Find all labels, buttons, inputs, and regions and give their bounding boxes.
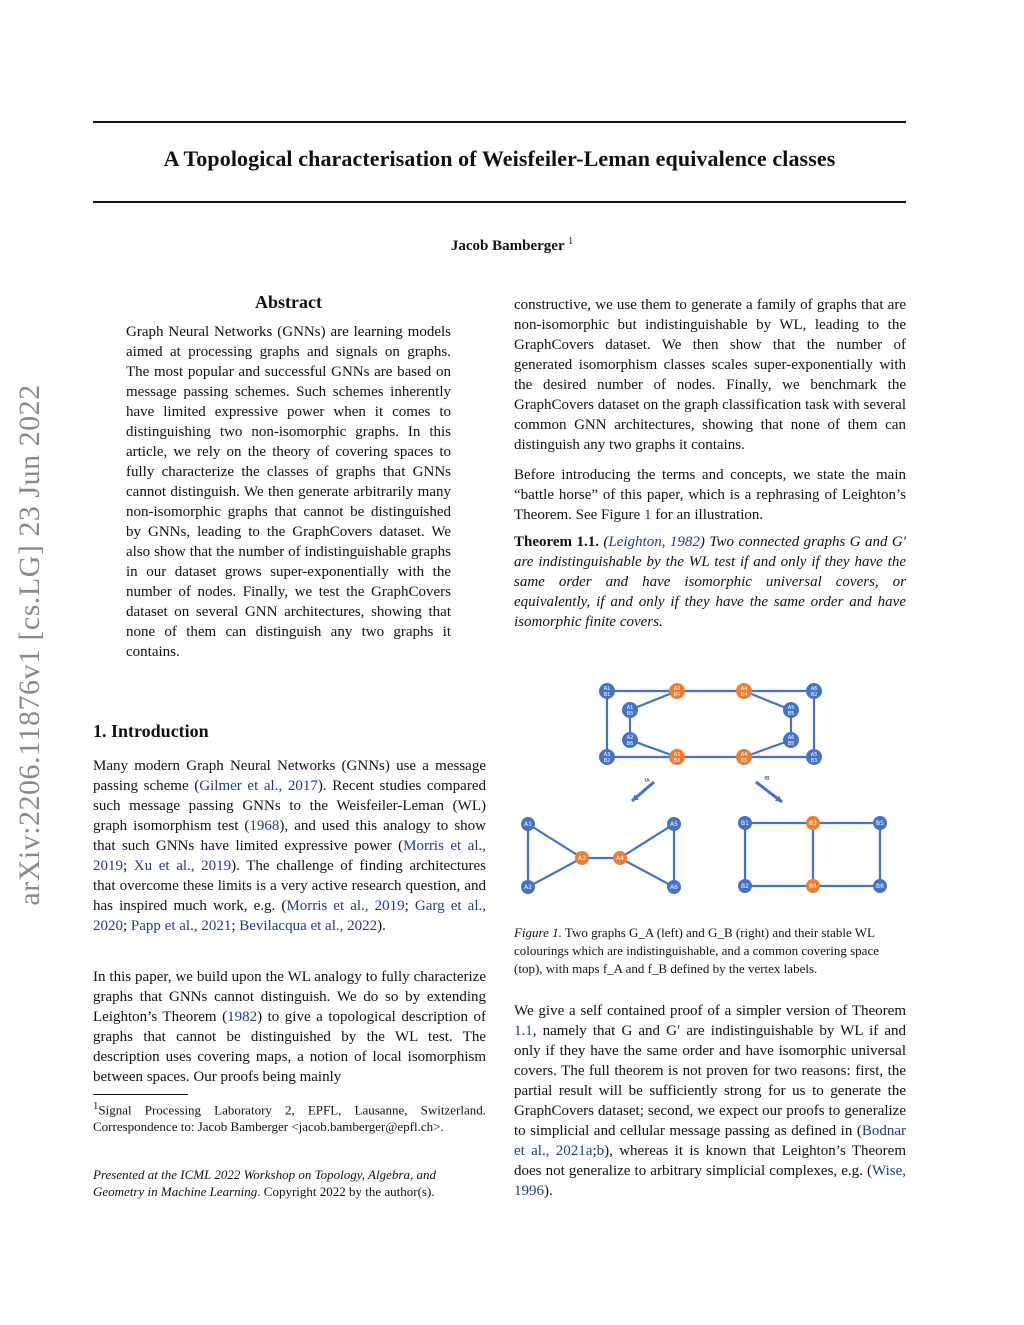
- text-span: ;: [404, 898, 415, 914]
- abstract-heading: Abstract: [255, 292, 322, 312]
- text-span: (: [603, 534, 609, 550]
- ga-node-label: A2: [524, 884, 532, 891]
- cover-node-label: B4: [740, 692, 748, 698]
- cover-node-label: A6: [787, 735, 795, 741]
- cover-node-label: B5: [740, 758, 748, 764]
- text-span: ) to give a topological description of graphs that cannot be distinguished by the WL test. The description uses covering maps, a notion of local isomorphism between spaces. Our proofs being mainly: [93, 1009, 486, 1085]
- gb-node-label: B5: [876, 820, 884, 827]
- gb-node-label: B2: [741, 883, 749, 890]
- ga-edge: [528, 824, 582, 858]
- citation-link[interactable]: Gilmer et al., 2017: [199, 778, 318, 794]
- right-paragraph-1: constructive, we use them to generate a family of graphs that are non-isomorphic but indistinguishable by WL, leading to the GraphCovers dataset. We then show that the number of generated isomorphism classes scales super-exponentially with the desired number of nodes. Finally, we benchmark the GraphCovers dataset on the graph classification task with several common GNN architectures, showing that none of them can distinguish any two graphs it contains.: [514, 297, 906, 453]
- text-span: for an illustration.: [651, 507, 764, 523]
- footnote: [93, 1098, 486, 1135]
- intro-paragraph-1: [93, 756, 486, 936]
- caption-label: Figure 1.: [514, 925, 562, 940]
- citation-link[interactable]: Papp et al., 2021: [130, 918, 232, 934]
- text-span: Many modern Graph Neural Networks (GNNs) use a message passing scheme (: [93, 758, 486, 794]
- map-fa-label: fA: [644, 778, 650, 784]
- cover-node-label: A3: [603, 752, 611, 758]
- map-fb-label: fB: [764, 776, 770, 782]
- ga-edge: [528, 858, 582, 887]
- gb-node-label: B3: [809, 820, 817, 827]
- theorem-1-1: [514, 532, 906, 632]
- figure-caption: [514, 924, 906, 978]
- ga-edge: [620, 858, 674, 887]
- author-line: [0, 236, 1024, 255]
- citation-link[interactable]: Garg et al., 2020: [93, 898, 486, 934]
- text-span: ), whereas it is known that Leighton’s Theorem does not generalize to arbitrary simplicial complexes, e.g. (: [514, 1143, 907, 1179]
- right-paragraph-2: [514, 465, 906, 525]
- cover-node-label: B4: [673, 692, 681, 698]
- footnote-mark: 1: [93, 1100, 99, 1112]
- presented-venue: Presented at the ICML 2022 Workshop on Topology, Algebra, and Geometry in Machine Learning: [93, 1167, 436, 1199]
- author-affiliation-mark: 1: [568, 236, 574, 247]
- citation-link[interactable]: 1968: [249, 818, 280, 834]
- cover-node-label: B3: [810, 758, 818, 764]
- cover-node-label: B5: [787, 711, 795, 717]
- citation-link[interactable]: Bodnar et al., 2021a: [514, 1123, 906, 1159]
- cover-node-label: B5: [626, 711, 634, 717]
- ga-node-label: A6: [670, 884, 678, 891]
- citation-link[interactable]: b: [596, 1143, 605, 1159]
- figure-ref-link[interactable]: 1: [643, 507, 652, 523]
- ga-edge: [620, 824, 674, 858]
- cover-node-label: A4: [740, 686, 748, 692]
- text-span: ).: [544, 1183, 553, 1199]
- caption-text: Two graphs G_A (left) and G_B (right) and their stable WL colourings which are indistinguishable, and a common covering space (top), with maps f_A and f_B defined by the vertex labels.: [514, 925, 879, 976]
- citation-link[interactable]: Bevilacqua et al., 2022: [239, 918, 378, 934]
- cover-node-label: B1: [603, 692, 611, 698]
- cover-node-label: A3: [673, 752, 681, 758]
- citation-link[interactable]: 1982: [227, 1009, 258, 1025]
- text-span: ;: [592, 1143, 597, 1159]
- abstract-body: Graph Neural Networks (GNNs) are learning models aimed at processing graphs and signals on graphs. The most popular and successful GNNs are based on message passing schemes. Such schemes inherently have limited expressive power when it comes to distinguishing two non-isomorphic graphs. In this article, we rely on the theory of covering spaces to fully characterize the classes of graphs that GNNs cannot distinguish. We then generate arbitrarily many non-isomorphic graphs that cannot be distinguished by GNNs, leading to the GraphCovers dataset. We also show that the number of indistinguishable graphs in our dataset grows super-exponentially with the number of nodes. Finally, we test the GraphCovers dataset on several GNN architectures, showing that none of them can distinguish any two graphs it contains.: [126, 324, 451, 660]
- ga-node-label: A5: [670, 821, 678, 828]
- footnote-rule: [93, 1094, 188, 1095]
- citation-link[interactable]: Morris et al., 2019: [93, 838, 486, 874]
- author-name: Jacob Bamberger: [450, 238, 565, 254]
- ga-node-label: A4: [616, 855, 624, 862]
- cover-node-label: B2: [810, 692, 818, 698]
- copyright-text: . Copyright 2022 by the author(s).: [257, 1184, 435, 1199]
- text-span: ): [699, 534, 705, 550]
- text-span: ;: [123, 858, 134, 874]
- citation-link[interactable]: Xu et al., 2019: [133, 858, 232, 874]
- cover-node-label: A4: [740, 752, 748, 758]
- arxiv-stamp-text: arXiv:2206.11876v1 [cs.LG] 23 Jun 2022: [13, 384, 46, 906]
- figure-1-graphs: [514, 676, 906, 906]
- right-paragraph-3: [514, 1001, 906, 1201]
- top-rule: [93, 121, 906, 123]
- citation-link[interactable]: Morris et al., 2019: [286, 898, 405, 914]
- gb-node-label: B4: [809, 883, 817, 890]
- citation-link[interactable]: Leighton, 1982: [608, 534, 700, 550]
- title-bottom-rule: [93, 201, 906, 203]
- gb-node-label: B1: [741, 820, 749, 827]
- gb-node-label: B6: [876, 883, 884, 890]
- theorem-label: Theorem 1.1.: [514, 534, 599, 550]
- ga-node-label: A1: [524, 821, 532, 828]
- cover-node-label: A1: [626, 705, 634, 711]
- text-span: In this paper, we build upon the WL analogy to fully characterize graphs that GNNs cannot distinguish. We do so by extending Leighton’s Theorem (: [93, 969, 486, 1025]
- text-span: ).: [377, 918, 386, 934]
- intro-paragraph-2: [93, 967, 486, 1087]
- figure-1: [514, 676, 906, 911]
- citation-link[interactable]: Wise, 1996: [514, 1163, 906, 1199]
- theorem-ref-link[interactable]: 1.1: [514, 1023, 533, 1039]
- text-span: , namely that G and G′ are indistinguishable by WL if and only if they have the same order and have isomorphic universal covers. The full theorem is not proven for two reasons: first, the partial result will be sufficiently strong for us to generate the GraphCovers dataset; second, we expect our proofs to generalize to simplicial and cellular message passing as defined in (: [514, 1023, 906, 1139]
- cover-node-label: A5: [810, 752, 818, 758]
- footnote-text: Signal Processing Laboratory 2, EPFL, Lausanne, Switzerland. Correspondence to: Jacob Bamberger <jacob.bamberger@epfl.ch>.: [93, 1102, 486, 1135]
- text-span: Before introducing the terms and concepts, we state the main “battle horse” of this paper, which is a rephrasing of Leighton’s Theorem. See Figure: [514, 467, 906, 523]
- cover-node-label: B6: [626, 741, 634, 747]
- cover-node-label: B4: [673, 758, 681, 764]
- text-span: ), and used this analogy to show that such GNNs have limited expressive power (: [93, 818, 486, 854]
- text-span: ). Recent studies compared such message passing GNNs to the Weisfeiler-Leman (WL) graph isomorphism test (: [93, 778, 486, 834]
- section-heading-introduction: 1. Introduction: [93, 721, 209, 741]
- theorem-body: Two connected graphs G and G′ are indistinguishable by the WL test if and only if they have the same order and have isomorphic universal covers, or equivalently, if and only if they have the same order and have isomorphic finite covers.: [514, 534, 907, 630]
- cover-node-label: A5: [787, 705, 795, 711]
- text-span: ;: [231, 918, 240, 934]
- cover-node-label: B2: [603, 758, 611, 764]
- text-span: We give a self contained proof of a simpler version of Theorem: [514, 1003, 906, 1019]
- cover-node-label: A6: [810, 686, 818, 692]
- ga-node-label: A3: [578, 855, 586, 862]
- cover-node-label: B5: [787, 741, 795, 747]
- presented-note: [93, 1166, 486, 1200]
- cover-node-label: A1: [603, 686, 611, 692]
- cover-node-label: A2: [626, 735, 634, 741]
- paper-title: A Topological characterisation of Weisfeiler-Leman equivalence classes: [163, 146, 836, 171]
- text-span: ;: [123, 918, 131, 934]
- cover-node-label: A3: [673, 686, 681, 692]
- text-span: ). The challenge of finding architectures that overcome these limits is a very active research question, and has inspired much work, e.g. (: [93, 858, 486, 914]
